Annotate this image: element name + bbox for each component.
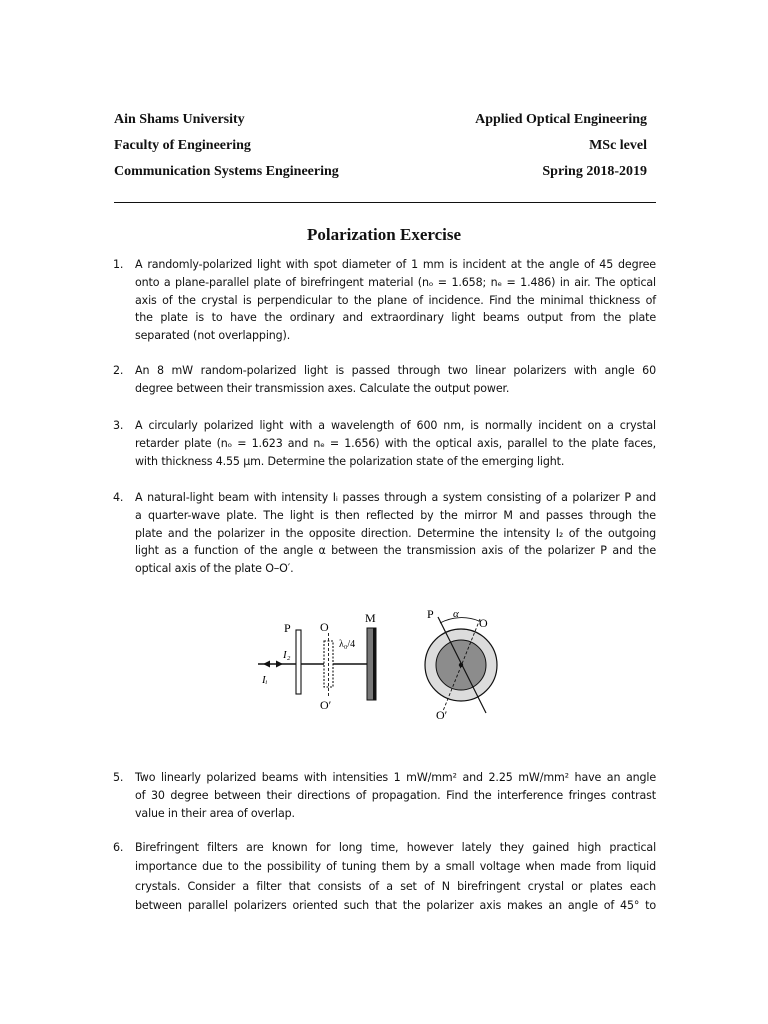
label-p-right: P: [427, 607, 434, 621]
label-ii: Iᵢ: [262, 674, 268, 686]
text-line: optical axis of the plate O–O′.: [135, 562, 294, 576]
text-line: separated (not overlapping).: [135, 329, 291, 343]
faculty-name: Faculty of Engineering: [114, 138, 251, 153]
text-line: with thickness 4.55 μm. Determine the polarization state of the emerging light.: [135, 454, 565, 468]
text-line: degree between their transmission axes. Calculate the output power.: [135, 381, 510, 395]
text-line: light as a function of the angle α between the transmission axis of the polarizer P and the: [135, 544, 656, 558]
text-line: retarder plate (nₒ = 1.623 and nₑ = 1.656) with the optical axis, parallel to the plate faces,: [135, 436, 656, 450]
page-title: Polarization Exercise: [306, 225, 462, 244]
problem-number: 4.: [113, 491, 124, 504]
problem-2: [113, 362, 656, 398]
label-i2: I₂: [283, 649, 291, 661]
problem-6: [113, 838, 656, 916]
header-row-1: [114, 112, 647, 128]
text-line: of 30 degree between their directions of propagation. Find the interference fringes contrast: [135, 788, 656, 802]
text-line: between parallel polarizers oriented such that the polarizer axis makes an angle of 45° to: [135, 899, 656, 913]
problem-text: [135, 769, 656, 822]
beam-arrow-forward: [276, 661, 283, 668]
text-line: Two linearly polarized beams with intensities 1 mW/mm² and 2.25 mW/mm² have an angle: [135, 771, 656, 784]
alpha-arc: [440, 618, 479, 623]
label-lambda: λ₀/4: [339, 639, 356, 650]
text-line: A natural-light beam with intensity Iᵢ passes through a system consisting of a polarizer P and: [135, 491, 656, 504]
problem-number: 3.: [113, 419, 124, 432]
problem-3: [113, 417, 656, 470]
polarization-setup-figure: [250, 605, 510, 725]
problem-text: [135, 489, 656, 578]
problem-5: [113, 769, 656, 822]
header-row-2: [114, 138, 647, 154]
university-name: Ain Shams University: [114, 112, 245, 127]
label-o-prime-right: O′: [436, 708, 448, 722]
course-name: Applied Optical Engineering: [475, 112, 647, 127]
mirror-backing: [373, 628, 376, 700]
problem-text: [135, 362, 656, 398]
problem-1: [113, 256, 656, 345]
problem-number: 6.: [113, 841, 124, 854]
label-o-prime: O′: [320, 698, 332, 712]
text-line: onto a plane-parallel plate of birefringent material (nₒ = 1.658; nₑ = 1.486) in air. The optical: [135, 275, 656, 289]
beam-arrow-back: [263, 661, 270, 668]
problem-number: 1.: [113, 258, 124, 271]
text-line: plate and the polarizer in the opposite direction. Determine the intensity I₂ of the outgoing: [135, 526, 656, 540]
problem-text: [135, 256, 656, 345]
semester: Spring 2018-2019: [542, 164, 647, 179]
text-line: importance due to the possibility of tuning them by a small voltage when made from liquid: [135, 860, 656, 874]
header-divider: [114, 202, 656, 203]
label-p: P: [284, 621, 291, 635]
problem-number: 2.: [113, 364, 124, 377]
label-alpha: α: [453, 608, 459, 620]
text-line: Birefringent filters are known for long time, however lately they gained high practical: [135, 841, 656, 854]
header-row-3: [114, 164, 647, 180]
center-dot: [459, 663, 463, 667]
department-name: Communication Systems Engineering: [114, 164, 339, 179]
text-line: crystals. Consider a filter that consists of a set of N birefringent crystal or plates each: [135, 879, 656, 893]
text-line: A circularly polarized light with a wavelength of 600 nm, is normally incident on a crystal: [135, 419, 656, 432]
problem-number: 5.: [113, 771, 124, 784]
polarizer-p: [296, 630, 301, 694]
text-line: value in their area of overlap.: [135, 806, 295, 820]
label-m: M: [365, 611, 376, 625]
label-o: O: [320, 620, 329, 634]
problem-4: [113, 489, 656, 578]
text-line: the plate is to have the ordinary and extraordinary light beams output from the plate: [135, 311, 656, 325]
problem-text: [135, 417, 656, 470]
text-line: a quarter-wave plate. The light is then reflected by the mirror M and passes through the: [135, 508, 656, 522]
label-o-right: O: [479, 616, 488, 630]
course-level: MSc level: [589, 138, 647, 153]
problem-text: [135, 838, 656, 916]
text-line: An 8 mW random-polarized light is passed through two linear polarizers with angle 60: [135, 364, 656, 377]
text-line: A randomly-polarized light with spot diameter of 1 mm is incident at the angle of 45 degree: [135, 258, 656, 271]
text-line: axis of the crystal is perpendicular to the plane of incidence. Find the minimal thickness of: [135, 293, 656, 307]
